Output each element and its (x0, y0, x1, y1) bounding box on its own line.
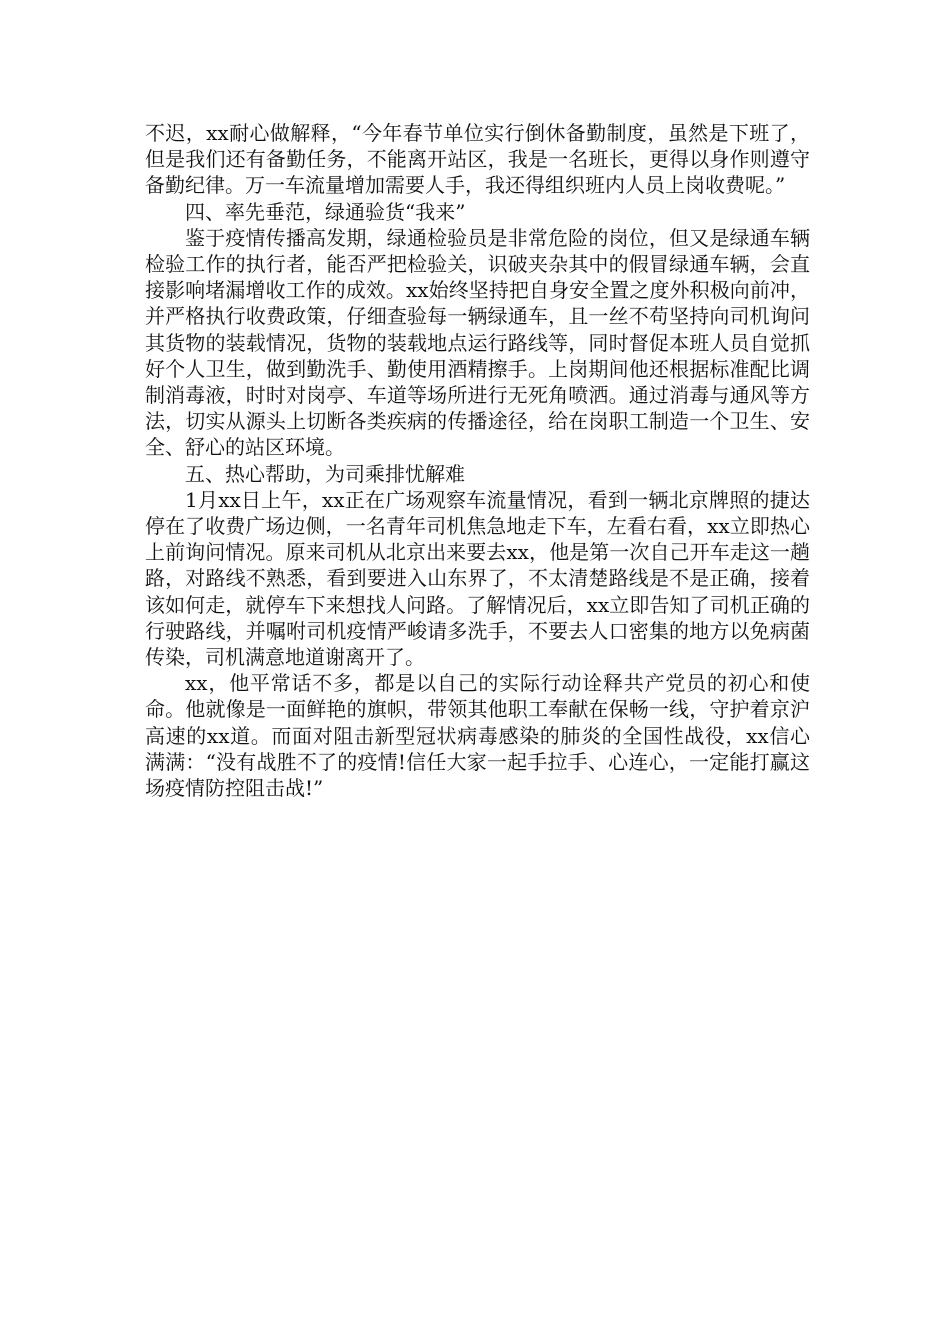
body-paragraph: xx，他平常话不多，都是以自己的实际行动诠释共产党员的初心和使命。他就像是一面鲜艳的旗帜，带领其他职工奉献在保畅一线，守护着京沪高速的xx道。而面对阻击新型冠状病毒感染的肺炎的全国性战役，xx信心满满：“没有战胜不了的疫情!信任大家一起手拉手、心连心，一定能打赢这场疫情防控阻击战!” (145, 671, 810, 801)
section-heading: 四、率先垂范，绿通验货“我来” (185, 199, 466, 224)
body-paragraph: 不迟，xx耐心做解释，“今年春节单位实行倒休备勤制度，虽然是下班了，但是我们还有备勤任务，不能离开站区，我是一名班长，更得以身作则遵守备勤纪律。万一车流量增加需要人手，我还得组织班内人员上岗收费呢。” (145, 121, 810, 198)
body-paragraph: 鉴于疫情传播高发期，绿通检验员是非常危险的岗位，但又是绿通车辆检验工作的执行者，能否严把检验关，识破夹杂其中的假冒绿通车辆，会直接影响堵漏增收工作的成效。xx始终坚持把自身安全置之度外积极向前冲，并严格执行收费政策，仔细查验每一辆绿通车，且一丝不苟坚持向司机询问其货物的装载情况，货物的装载地点运行路线等，同时督促本班人员自觉抓好个人卫生，做到勤洗手、勤使用酒精擦手。上岗期间他还根据标准配比调制消毒液，时时对岗亭、车道等场所进行无死角喷洒。通过消毒与通风等方法，切实从源头上切断各类疾病的传播途径，给在岗职工制造一个卫生、安全、舒心的站区环境。 (145, 225, 810, 460)
body-paragraph: 1月xx日上午，xx正在广场观察车流量情况，看到一辆北京牌照的捷达停在了收费广场边侧，一名青年司机焦急地走下车，左看右看，xx立即热心上前询问情况。原来司机从北京出来要去xx，他是第一次自己开车走这一趟路，对路线不熟悉，看到要进入山东界了，不太清楚路线是不是正确，接着该如何走，就停车下来想找人问路。了解情况后，xx立即告知了司机正确的行驶路线，并嘱咐司机疫情严峻请多洗手，不要去人口密集的地方以免病菌传染，司机满意地道谢离开了。 (145, 487, 810, 670)
section-heading: 五、热心帮助，为司乘排忧解难 (185, 461, 465, 486)
document-page (145, 120, 810, 801)
